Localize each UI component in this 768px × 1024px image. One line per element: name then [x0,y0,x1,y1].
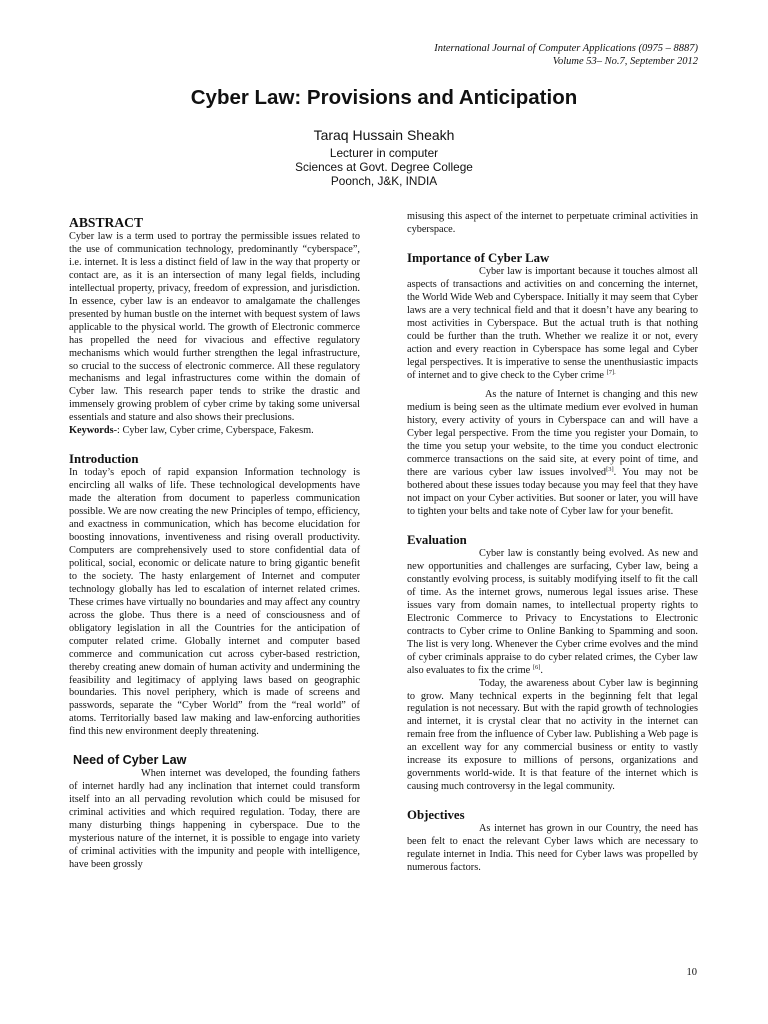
citation-3: [3] [606,466,614,474]
introduction-heading: Introduction [69,452,139,467]
journal-name: International Journal of Computer Applications (0975 – 8887) [434,43,698,54]
keywords-label: Keywords [69,425,114,437]
evaluation-p1-text: Cyber law is constantly being evolved. As new and new opportunities and challenges are surfacing, Cyber law, being a constantly evolving process, is suitably modifying itself to fit the call of time. As the internet grows, numerous legal issues arise. These issues vary from domain names, to intellectual property rights to Electronic Commerce to Privacy to Encystations to Electronic contracts to Cyber crime to Online Banking to Spamming and soon. The list is very long. Whenever the Cyber crime evolves and the mind of cyber criminals appraise to do cyber related crimes, the Cyber law also evaluates to fix the crime [407,548,698,676]
paper-title: Cyber Law: Provisions and Anticipation [190,86,578,109]
introduction-text: In today’s epoch of rapid expansion Information technology is encircling all walks of life. These technological developments have made the alteration from document to paperless communication possible. We are now creating the new Principles of tempo, efficiency, and exactness in communication, which has become elucidation for boosting innovations, inventiveness and rising overall productivity. Computers are comprehensively used to store confidential data of political, social, economic or delicate nature to bring gigantic benefit to the society. The hasty enlargement of Internet and computer technology globally has led to escalation of internet related crimes. These crimes have virtually no boundaries and may affect any country across the globe. Thus there is a need of consciousness and of obligatory legislation in all the Countries for the anticipation of computer related crime. Globally internet and computer based commerce and communication cut across cyber-based restriction, thereby creating anew domain of human activity and undermining the feasibility and legitimacy of applying laws based on geographic boundaries. This novel periphery, which is made of screens and passwords, separate the “Cyber World” from the “real world” of atoms. Territorially based law making and law-enforcing authorities find this new environment deeply threatening. [69,467,360,738]
evaluation-paragraph-2: Today, the awareness about Cyber law is beginning to grow. Many technical experts in the beginning felt that legal regulation is not necessary. But with the rapid growth of technologies and internet, it is crystal clear that no activity in the internet can remain free from the influence of Cyber law. Publishing a Web page is an excellent way for any commercial business or entity to vastly increase its exposure to millions of persons, organizations and governments world-wide. It is that feature of the internet which is causing much controversy in the legal community. [407,677,698,793]
author-name: Taraq Hussain Sheakh [313,127,455,143]
left-column [69,210,360,872]
objectives-heading: Objectives [407,808,465,823]
keywords [69,425,360,438]
importance-paragraph-2 [407,389,698,519]
evaluation-heading: Evaluation [407,533,467,548]
importance-p2-text-end: . You may not be bothered about these issues today because you may feel that they have not impact on your Cyber activities. But sooner or later, you will have to tighten your belts and take note of Cyber law for your benefit. [407,467,698,518]
right-column [407,211,698,875]
abstract-heading: ABSTRACT [69,215,144,230]
page-number: 10 [686,967,697,978]
author-institution: Sciences at Govt. Degree College [295,160,473,174]
citation-6: [6] [532,663,541,671]
journal-volume: Volume 53– No.7, September 2012 [552,56,698,67]
importance-heading: Importance of Cyber Law [407,250,550,265]
abstract-text: Cyber law is a term used to portray the permissible issues related to the use of communication technology, predominantly “cyberspace”, i.e. internet. It is less a distinct field of law in the way that property or contact are, as it is an intersection of many legal fields, including intellectual property, privacy, freedom of expression, and jurisdiction. In essence, cyber law is an endeavor to amalgamate the challenges presented by human bustle on the internet with bequest system of laws applicable to the physical world. The growth of Electronic commerce has propelled the need for vivacious and effective regulatory mechanisms which would further strengthen the legal infrastructure, so crucial to the success of electronic commerce. All these regulatory mechanisms and legal infrastructures come within the domain of Cyber law. This research paper tends to strike the drastic and immensely growing problem of cyber crime by taking some universal essentials and stature and also shows their preclusions. [69,231,360,424]
author-position: Lecturer in computer [329,146,439,160]
importance-p2-text: As the nature of Internet is changing and this new medium is being seen as the ultimate medium ever evolved in human history, every activity of yours in Cyberspace can and will have a Cyber legal perspective. From the time you register your Domain, to the time you setup your website, to the time you conduct electronic commerce transactions on the said site, at every point of time, and there are various cyber law issues involved [407,389,698,479]
citation-7: [7]. [606,368,616,376]
need-text-continued: misusing this aspect of the internet to perpetuate criminal activities in cyberspace. [407,211,698,235]
need-heading: Need of Cyber Law [73,753,187,768]
evaluation-paragraph-1 [407,548,698,678]
importance-paragraph-1 [407,266,698,383]
author-block [0,126,768,188]
keywords-list: -: Cyber law, Cyber crime, Cyberspace, Fakesm. [113,425,314,437]
objectives-text: As internet has grown in our Country, the need has been felt to enact the relevant Cyber laws which are necessary to regulate internet in India. This need for Cyber laws was propelled by numerous factors. [407,823,698,873]
author-location: Poonch, J&K, INDIA [330,174,438,188]
evaluation-p1-end: . [540,664,543,676]
journal-header [434,42,698,68]
importance-p1-text: Cyber law is important because it touches almost all aspects of transactions and activities on and concerning the internet, the World Wide Web and Cyberspace. Initially it may seem that Cyber laws are a very technical field and that it doesn’t have any bearing to most activities in Cyberspace. But the actual truth is that nothing could be further than the truth. Whether we realize it or not, every action and every reaction in Cyberspace has some legal and Cyber legal perspectives. It is imperative to sense the unenthusiastic impacts of internet and to give check to the Cyber crime [407,265,698,381]
need-text: When internet was developed, the founding fathers of internet hardly had any inclination that internet could transform itself into an all pervading revolution which could be misused for criminal activities and which required regulation. Today, there are many disturbing things happening in cyberspace. Due to the mysterious nature of the internet, it is possible to engage into variety of criminal activities with the impunity and people with intelligence, have been grossly [69,768,360,870]
